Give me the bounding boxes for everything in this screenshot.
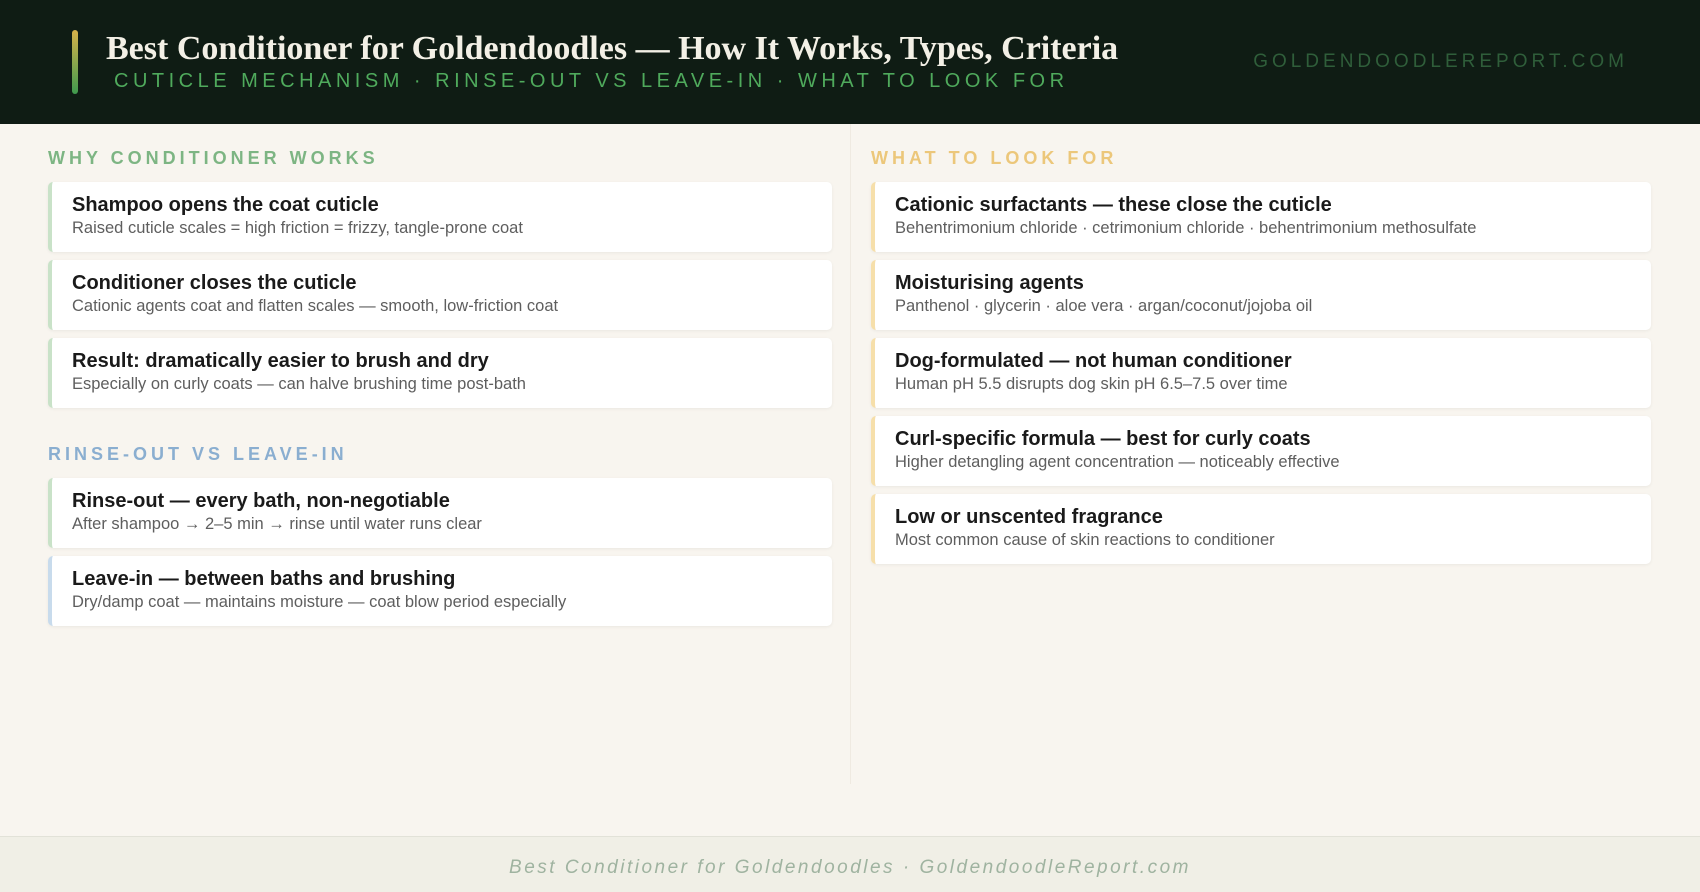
site-name: GOLDENDOODLEREPORT.COM: [1253, 51, 1628, 72]
info-card: [48, 260, 832, 330]
card-title: Curl-specific formula — best for curly coats: [895, 428, 1311, 450]
info-card: [871, 182, 1651, 252]
right-column: [871, 124, 1651, 572]
card-subtitle: Dry/damp coat — maintains moisture — coat blow period especially: [72, 593, 567, 611]
card-subtitle: Higher detangling agent concentration — noticeably effective: [895, 453, 1340, 471]
info-card: [871, 260, 1651, 330]
card-subtitle: Panthenol · glycerin · aloe vera · argan/coconut/jojoba oil: [895, 297, 1313, 315]
card-subtitle: Cationic agents coat and flatten scales — smooth, low-friction coat: [72, 297, 559, 315]
info-card: [48, 338, 832, 408]
info-card: [48, 478, 832, 548]
card-subtitle: Raised cuticle scales = high friction = frizzy, tangle-prone coat: [72, 219, 523, 237]
card-title: Low or unscented fragrance: [895, 506, 1163, 528]
info-card: [48, 182, 832, 252]
card-subtitle: After shampoo → 2–5 min → rinse until water runs clear: [72, 515, 482, 533]
info-card: [48, 556, 832, 626]
card-title: Shampoo opens the coat cuticle: [72, 194, 379, 216]
accent-bar: [72, 30, 78, 94]
page-title: Best Conditioner for Goldendoodles — How It Works, Types, Criteria: [106, 30, 1119, 67]
section-label-why: WHY CONDITIONER WORKS: [48, 148, 379, 168]
card-subtitle: Human pH 5.5 disrupts dog skin pH 6.5–7.5 over time: [895, 375, 1288, 393]
card-title: Leave-in — between baths and brushing: [72, 568, 456, 590]
info-card: [871, 416, 1651, 486]
column-divider: [850, 124, 851, 784]
card-subtitle: Especially on curly coats — can halve brushing time post-bath: [72, 375, 526, 393]
section-label-rinse: RINSE-OUT VS LEAVE-IN: [48, 444, 348, 464]
card-title: Moisturising agents: [895, 272, 1084, 294]
card-title: Result: dramatically easier to brush and dry: [72, 350, 489, 372]
card-title: Conditioner closes the cuticle: [72, 272, 357, 294]
card-subtitle: Most common cause of skin reactions to conditioner: [895, 531, 1275, 549]
section-label-look: WHAT TO LOOK FOR: [871, 148, 1118, 168]
card-title: Cationic surfactants — these close the cuticle: [895, 194, 1332, 216]
card-title: Dog-formulated — not human conditioner: [895, 350, 1292, 372]
footer: [0, 836, 1700, 892]
info-card: [871, 338, 1651, 408]
look-cards: [871, 182, 1651, 564]
card-title: Rinse-out — every bath, non-negotiable: [72, 490, 450, 512]
page-subtitle: CUTICLE MECHANISM · RINSE-OUT VS LEAVE-IN · WHAT TO LOOK FOR: [114, 70, 1069, 92]
rinse-cards: [48, 478, 832, 626]
header-banner: [0, 0, 1700, 124]
footer-text: Best Conditioner for Goldendoodles · GoldendoodleReport.com: [509, 857, 1191, 878]
why-cards: [48, 182, 832, 408]
left-column: [48, 124, 832, 634]
card-subtitle: Behentrimonium chloride · cetrimonium chloride · behentrimonium methosulfate: [895, 219, 1477, 237]
info-card: [871, 494, 1651, 564]
